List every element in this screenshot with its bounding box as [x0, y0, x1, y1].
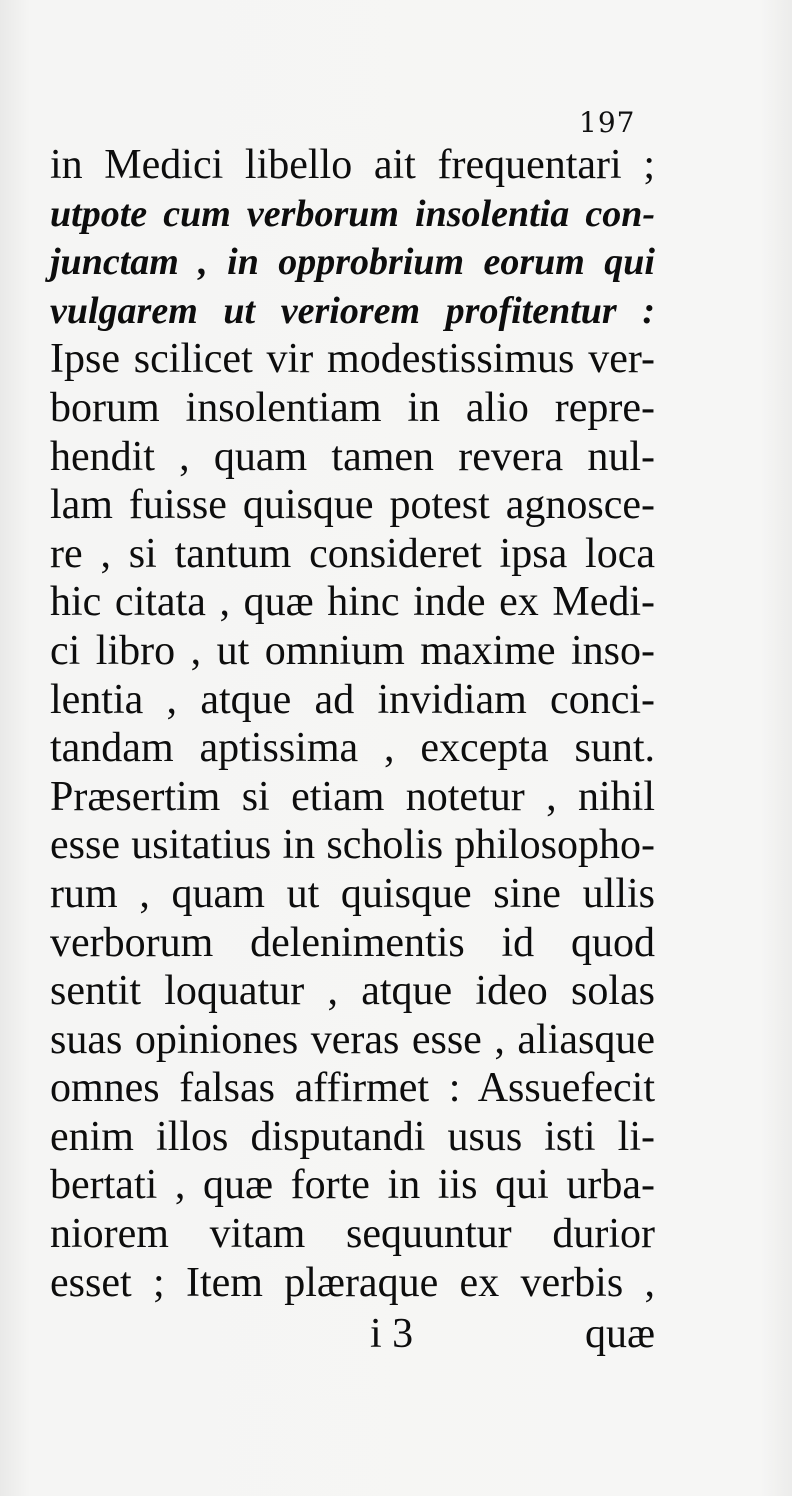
text-line: lentia , atque ad invidiam conci- — [50, 676, 655, 723]
text-line: tandam aptissima , excepta sunt. — [50, 725, 655, 772]
signature-mark: i 3 — [370, 1311, 414, 1357]
text-line: niorem vitam sequuntur durior — [50, 1211, 655, 1258]
text-line: sentit loquatur , atque ideo solas — [50, 968, 655, 1015]
text-line: vulgarem ut veriorem profitentur : — [50, 289, 655, 332]
text-line: in Medici libello ait frequentari ; — [50, 142, 655, 188]
page-number: 197 — [579, 106, 636, 139]
text-line: hendit , quam tamen revera nul- — [50, 433, 655, 480]
text-line: esse usitatius in scholis philosopho- — [50, 822, 655, 869]
text-line: bertati , quæ forte in iis qui urba- — [50, 1162, 655, 1209]
page-footer — [50, 1310, 655, 1360]
text-line: hic citata , quæ hinc inde ex Medi- — [50, 579, 655, 626]
text-line: verborum delenimentis id quod — [50, 919, 655, 966]
text-line: suas opiniones veras esse , aliasque — [50, 1016, 655, 1063]
text-line: omnes falsas affirmet : Assuefecit — [50, 1065, 655, 1112]
text-line: esset ; Item plæraque ex verbis , — [50, 1259, 655, 1306]
text-line: enim illos disputandi usus isti li- — [50, 1113, 655, 1160]
text-line: ci libro , ut omnium maxime inso- — [50, 627, 655, 674]
text-line: borum insolentiam in alio repre- — [50, 384, 655, 431]
text-line: Ipse scilicet vir modestissimus ver- — [50, 336, 655, 383]
text-line: re , si tantum consideret ipsa loca — [50, 530, 655, 577]
text-line: rum , quam ut quisque sine ullis — [50, 870, 655, 917]
catchword: quæ — [584, 1311, 655, 1357]
text-line: junctam , in opprobrium eorum qui — [50, 241, 655, 284]
body-text — [50, 141, 655, 1307]
text-line: utpote cum verborum insolentia con- — [50, 192, 655, 235]
text-line: lam fuisse quisque potest agnosce- — [50, 482, 655, 529]
text-line: Præsertim si etiam notetur , nihil — [50, 773, 655, 820]
